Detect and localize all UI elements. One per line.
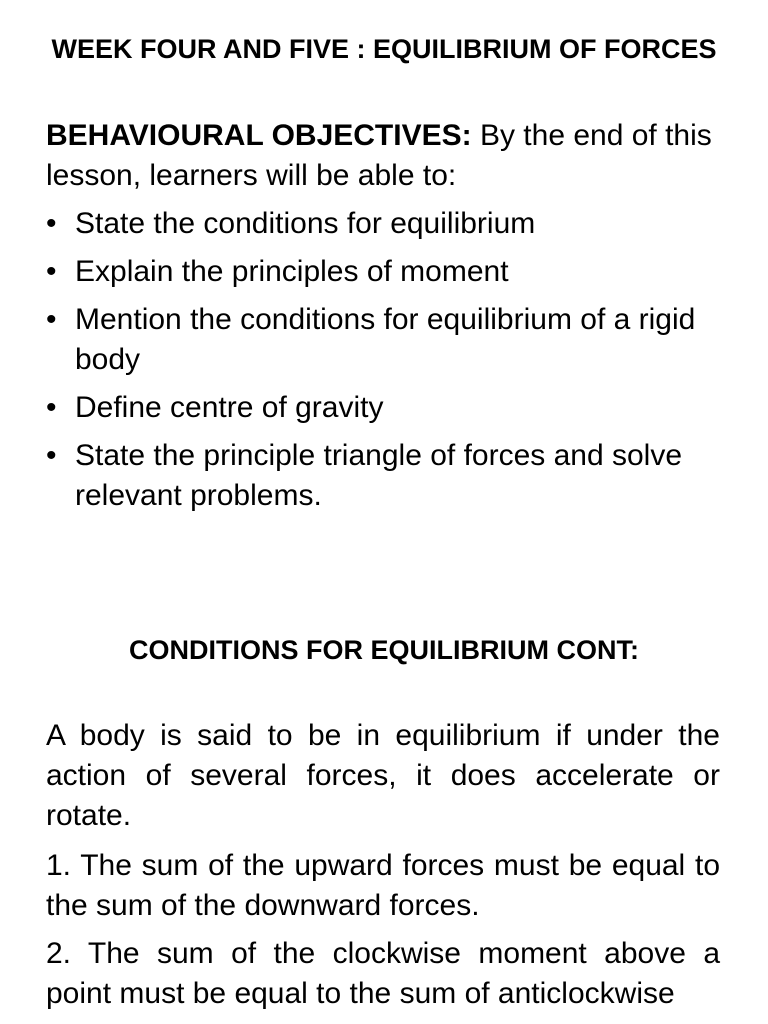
list-item-text: State the principle triangle of forces and solve relevant problems. bbox=[75, 439, 683, 512]
list-item bbox=[46, 252, 726, 292]
list-item bbox=[46, 204, 726, 244]
bullet-icon: • bbox=[46, 303, 57, 336]
bullet-icon: • bbox=[46, 207, 57, 240]
list-item bbox=[46, 300, 726, 380]
paragraph-condition-1: 1. The sum of the upward forces must be equal to the sum of the downward forces. bbox=[46, 849, 720, 922]
objectives-list bbox=[46, 204, 726, 524]
section-heading: CONDITIONS FOR EQUILIBRIUM CONT: bbox=[129, 635, 639, 665]
list-item bbox=[46, 388, 726, 428]
page-title: WEEK FOUR AND FIVE : EQUILIBRIUM OF FORCES bbox=[51, 34, 717, 64]
bullet-icon: • bbox=[46, 391, 57, 424]
list-item-text: State the conditions for equilibrium bbox=[75, 207, 536, 240]
list-item bbox=[46, 436, 726, 516]
bullet-icon: • bbox=[46, 439, 57, 472]
bullet-icon: • bbox=[46, 255, 57, 288]
list-item-text: Mention the conditions for equilibrium of a rigid body bbox=[75, 303, 696, 376]
objectives-label: BEHAVIOURAL OBJECTIVES: bbox=[46, 119, 472, 152]
objectives-intro bbox=[46, 116, 726, 196]
paragraph-definition: A body is said to be in equilibrium if under the action of several forces, it does accelerate or rotate. bbox=[46, 719, 720, 832]
list-item-text: Explain the principles of moment bbox=[75, 255, 509, 288]
list-item-text: Define centre of gravity bbox=[75, 391, 384, 424]
objectives-text: By the end of this lesson, learners will be able to: bbox=[46, 119, 712, 192]
paragraph-condition-2: 2. The sum of the clockwise moment above a point must be equal to the sum of anticlockwise bbox=[46, 937, 720, 1010]
